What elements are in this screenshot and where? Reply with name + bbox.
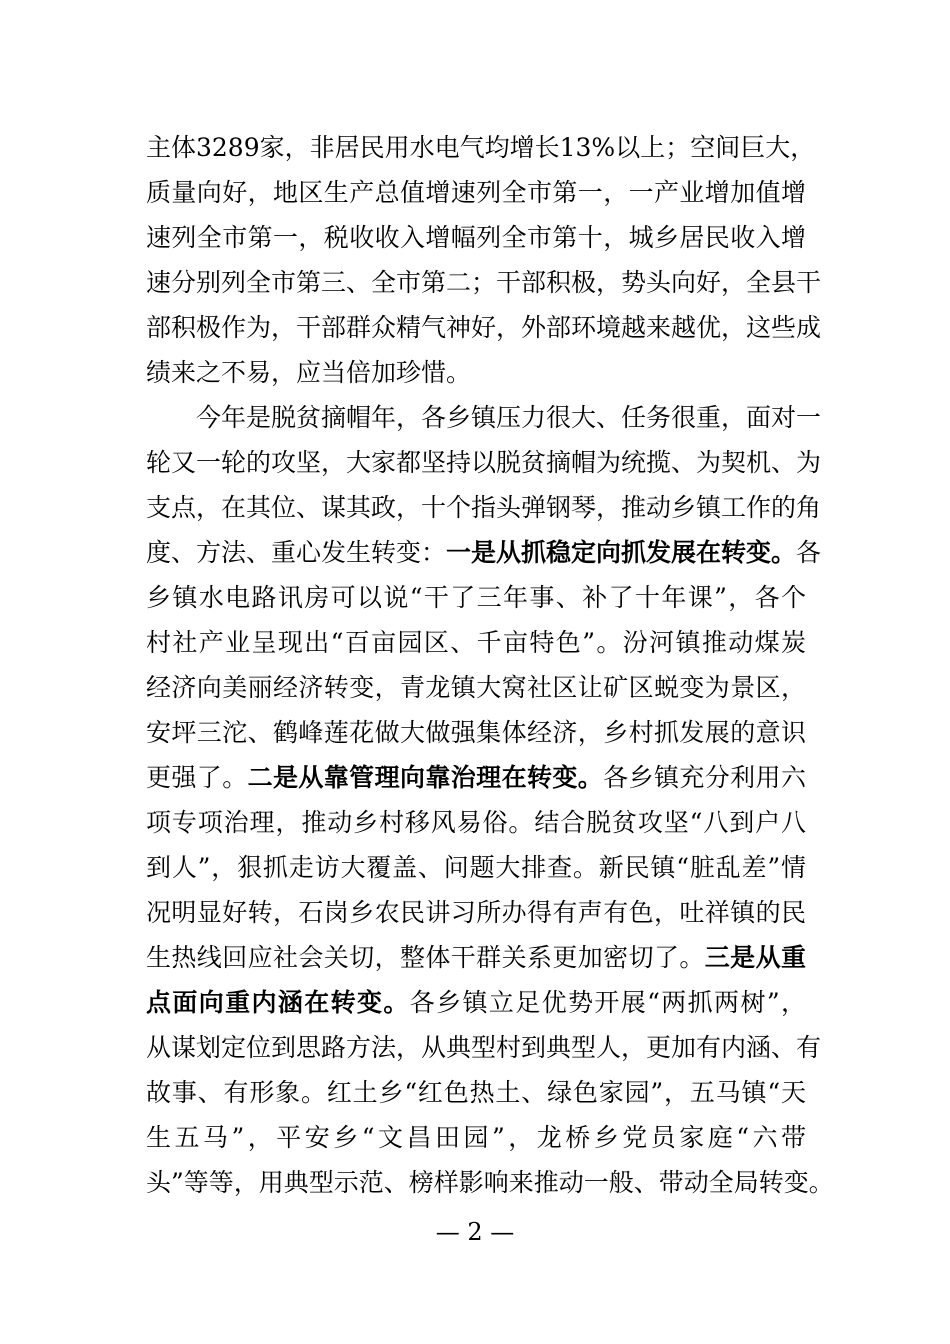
text-line: 生五马”，平安乡“文昌田园”，龙桥乡党员家庭“六带 [146,1123,806,1152]
text-line: 速分别列全市第三、全市第二；干部积极，势头向好，全县干 [146,268,822,297]
bold-heading-one: 一是从抓稳定向抓发展在转变。 [446,538,797,567]
text-run: 生热线回应社会关切，整体干群关系更加密切了。 [146,943,705,972]
text-line: 今年是脱贫摘帽年，各乡镇压力很大、任务很重，面对一 [196,403,822,432]
text-line: 经济向美丽经济转变，青龙镇大窝社区让矿区蜕变为景区， [146,673,806,702]
text-line: 支点，在其位、谋其政，十个指头弹钢琴，推动乡镇工作的角 [146,493,822,522]
text-line: 轮又一轮的攻坚，大家都坚持以脱贫摘帽为统揽、为契机、为 [146,448,822,477]
text-line: 故事、有形象。红土乡“红色热土、绿色家园”，五马镇“天 [146,1078,806,1107]
text-line: 质量向好，地区生产总值增速列全市第一，一产业增加值增 [146,178,806,207]
text-line: 速列全市第一，税收收入增幅列全市第十，城乡居民收入增 [146,223,806,252]
text-line: 到人”，狠抓走访大覆盖、问题大排查。新民镇“脏乱差”情 [146,853,806,882]
text-line [146,981,806,1025]
text-line: 安坪三沱、鹤峰莲花做大做强集体经济，乡村抓发展的意识 [146,718,806,747]
page-number: — 2 — [435,1218,515,1246]
bold-heading-three-end: 点面向重内涵在转变。 [146,988,410,1017]
text-line: 绩来之不易，应当倍加珍惜。 [146,358,472,387]
text-line: 乡镇水电路讯房可以说“干了三年事、补了十年课”，各个 [146,583,806,612]
text-run: 更强了。 [146,763,248,792]
text-line: 况明显好转，石岗乡农民讲习所办得有声有色，吐祥镇的民 [146,898,806,927]
bold-heading-three-start: 三是从重 [704,943,806,972]
bold-heading-two: 二是从靠管理向靠治理在转变。 [247,763,604,792]
text-line: 村社产业呈现出“百亩园区、千亩特色”。汾河镇推动煤炭 [146,628,806,657]
text-line: 从谋划定位到思路方法，从典型村到典型人，更加有内涵、有 [146,1033,822,1062]
text-run: 各 [796,538,822,567]
text-line: 部积极作为，干部群众精气神好，外部环境越来越优，这些成 [146,313,822,342]
text-line: 头”等等，用典型示范、榜样影响来推动一般、带动全局转变。 [146,1168,834,1197]
text-line: 项专项治理，推动乡村移风易俗。结合脱贫攻坚“八到户八 [146,808,806,837]
text-line [146,936,806,980]
text-line [146,756,806,800]
text-line: 主体3289家，非居民用水电气均增长13%以上；空间巨大， [146,133,816,162]
text-run: 各乡镇充分利用六 [603,763,806,792]
text-line [146,531,822,575]
text-run: 度、方法、重心发生转变： [146,538,447,567]
text-run: 各乡镇立足优势开展“两抓两树”， [409,988,806,1017]
